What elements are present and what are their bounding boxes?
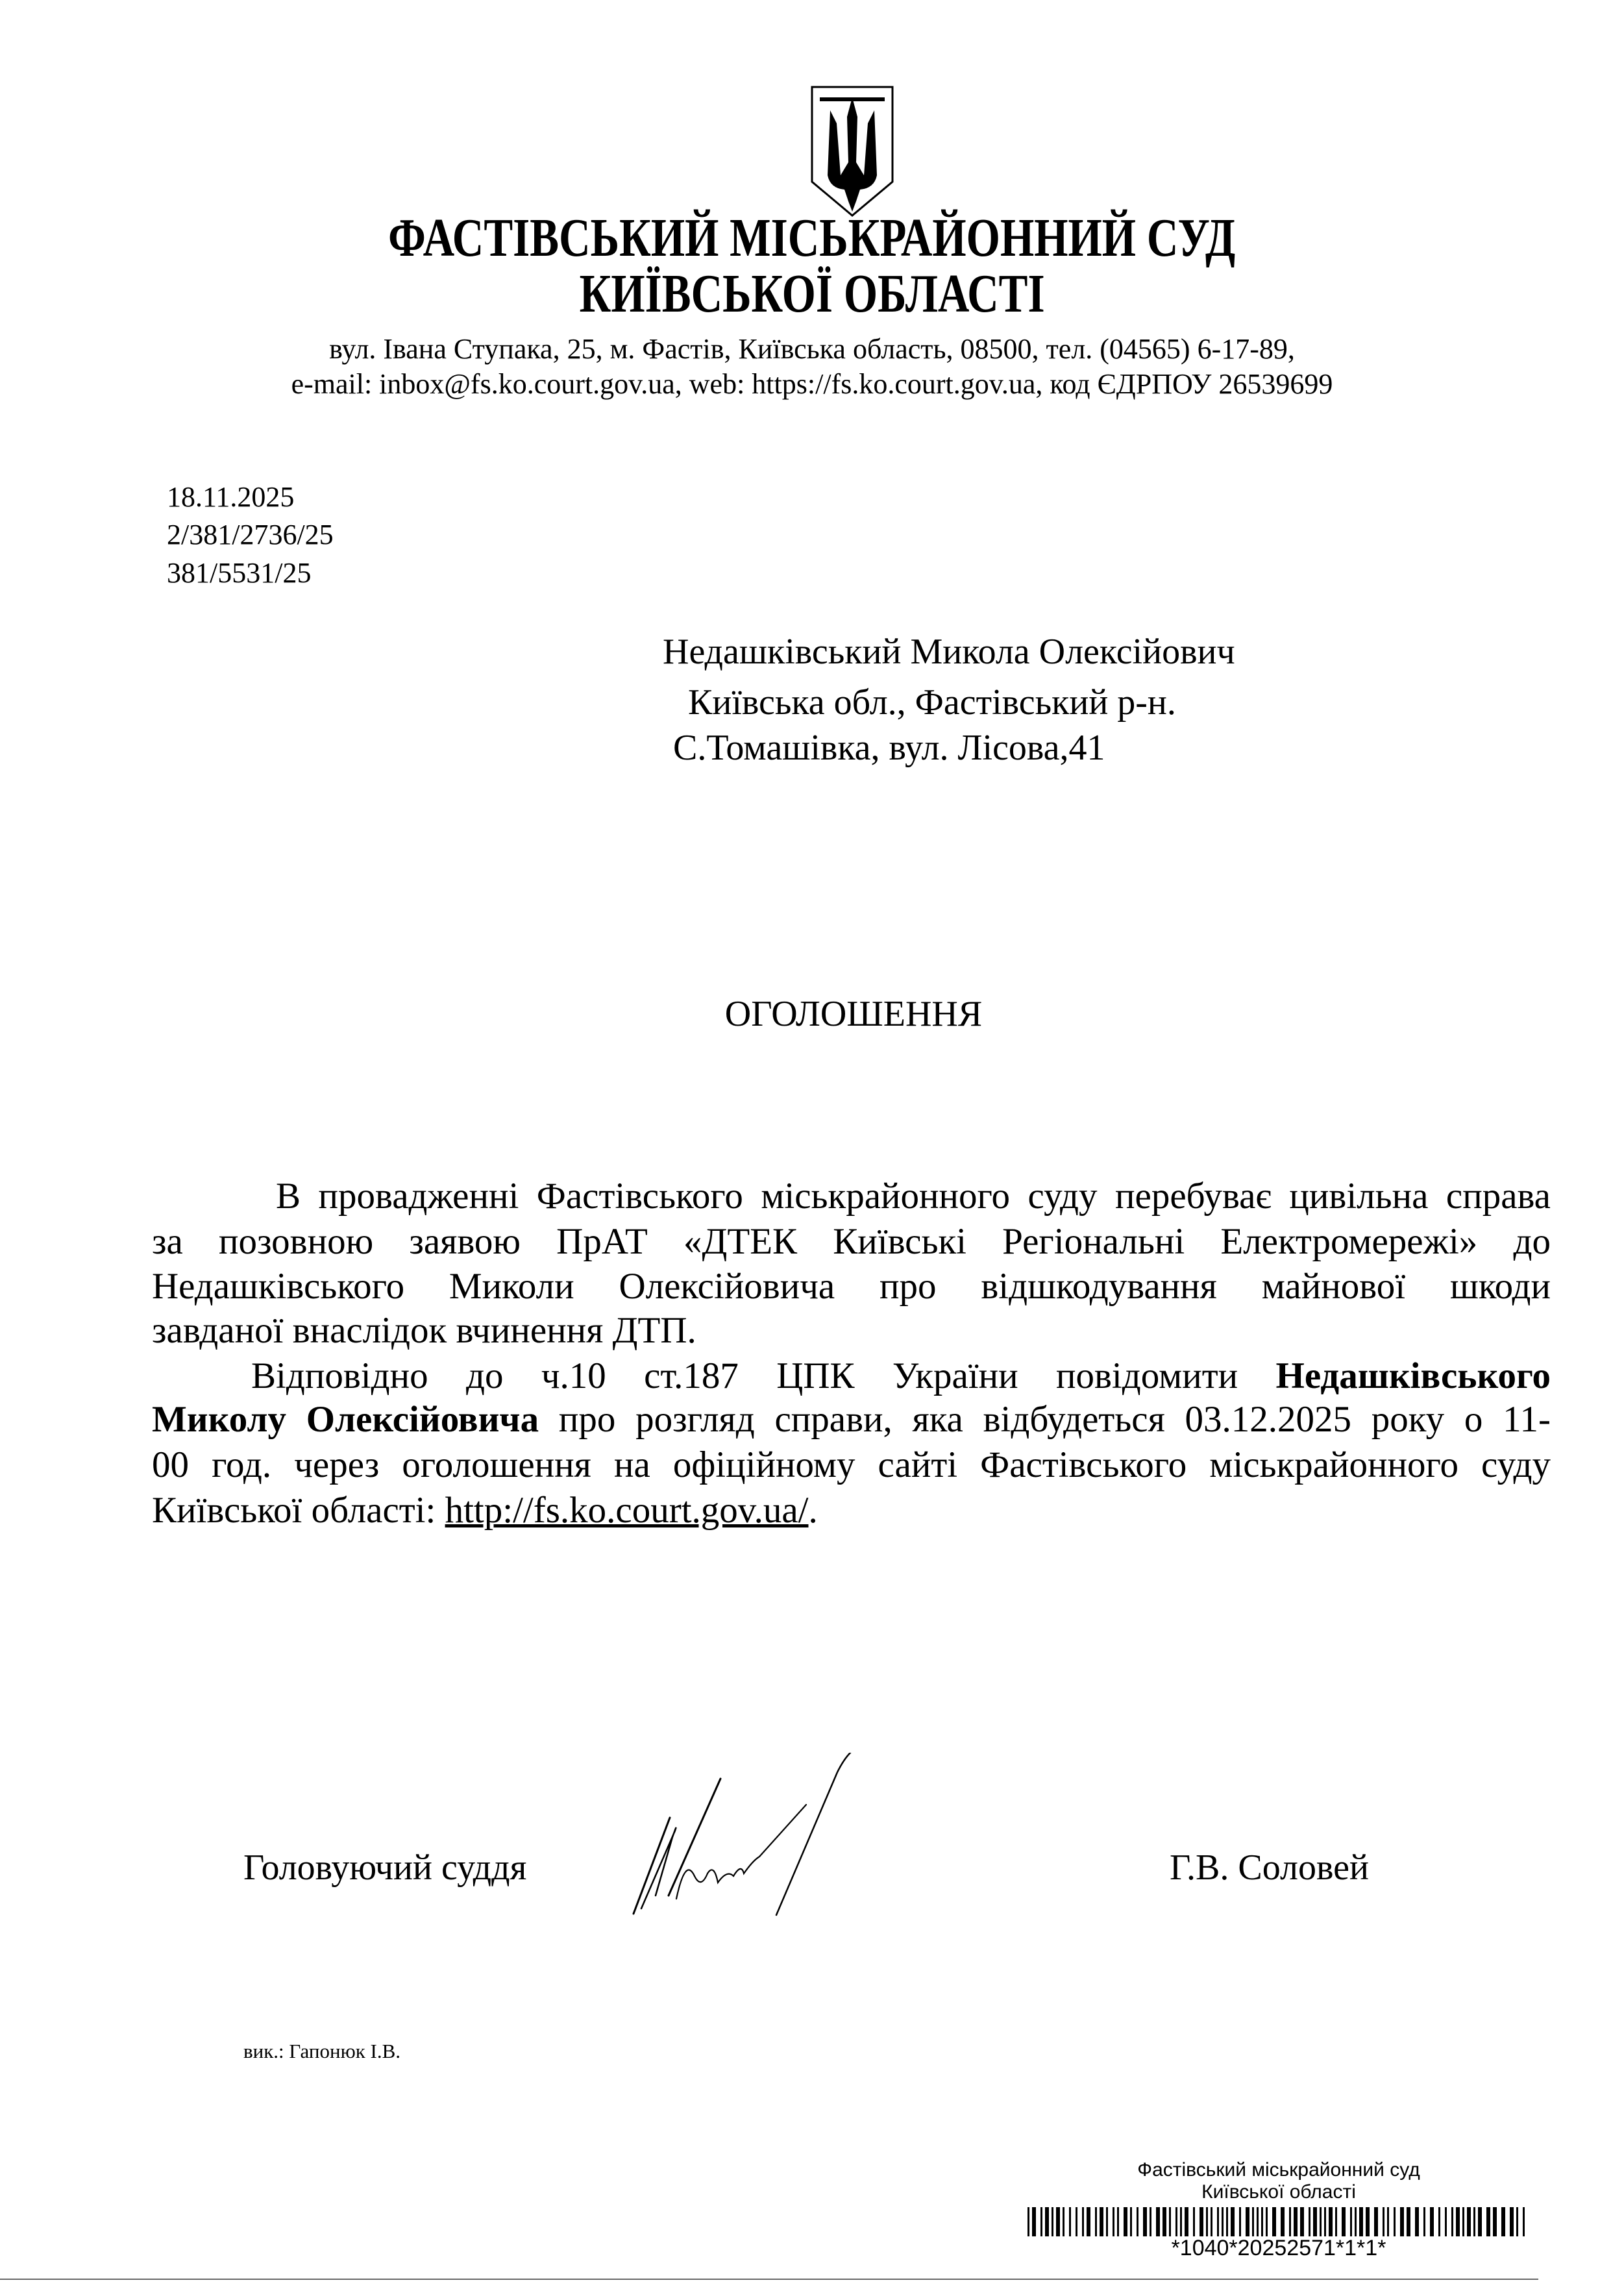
recipient-name: Недашківський Микола Олексійович — [663, 632, 1235, 672]
barcode-bar — [1163, 2207, 1166, 2236]
barcode-bar — [1329, 2207, 1333, 2236]
barcode-bar — [1423, 2207, 1425, 2236]
barcode-bar — [1486, 2207, 1490, 2236]
barcode-bar — [1387, 2207, 1389, 2236]
barcode-bar — [1366, 2207, 1370, 2236]
court-name-line2: КИЇВСЬКОЇ ОБЛАСТІ — [579, 264, 1045, 324]
trident-emblem-icon — [809, 84, 895, 218]
barcode-bar — [1069, 2207, 1071, 2236]
barcode-bar — [1106, 2207, 1108, 2236]
barcode-bar — [1082, 2207, 1084, 2236]
barcode-bar — [1523, 2207, 1525, 2236]
barcode-bar — [1438, 2207, 1440, 2236]
barcode-bar — [1217, 2207, 1219, 2236]
body-text: . — [808, 1490, 818, 1531]
executor: вик.: Гапонюк І.В. — [243, 2040, 401, 2062]
page-edge-line — [0, 2279, 1538, 2280]
body-line: завданої внаслідок вчинення ДТП. — [152, 1310, 696, 1351]
barcode-bar — [1462, 2207, 1464, 2236]
judge-name: Г.В. Соловей — [1170, 1848, 1369, 1888]
barcode-bar — [1300, 2207, 1304, 2236]
barcode-bar — [1063, 2207, 1064, 2236]
barcode-bar — [1501, 2207, 1505, 2236]
body-line: за позовною заявою ПрАТ «ДТЕК Київські Регіональні Електромережі» до — [152, 1221, 1551, 1262]
barcode-bar — [1113, 2207, 1114, 2236]
barcode-bar — [1394, 2207, 1396, 2236]
barcode-bar — [1211, 2207, 1212, 2236]
barcode-bar — [1076, 2207, 1077, 2236]
barcode-bar — [1156, 2207, 1160, 2236]
barcode-bar — [1193, 2207, 1195, 2236]
barcode-bar — [1430, 2207, 1434, 2236]
body-text: Відповідно до ч.10 ст.187 ЦПК України повідомити — [251, 1355, 1276, 1396]
barcode-bar — [1246, 2207, 1249, 2236]
letter-date: 18.11.2025 — [167, 481, 295, 513]
barcode-bar — [1294, 2207, 1298, 2236]
court-website-link[interactable]: http://fs.ko.court.gov.ua/ — [445, 1490, 809, 1531]
handwritten-signature — [630, 1753, 980, 1922]
barcode-bar — [1415, 2207, 1419, 2236]
court-name-line1: ФАСТІВСЬКИЙ МІСЬКРАЙОННИЙ СУД — [388, 208, 1236, 268]
court-address: вул. Івана Ступака, 25, м. Фастів, Київська область, 08500, тел. (04565) 6-17-89, — [329, 333, 1295, 365]
body-line: 00 год. через оголошення на офіційному сайті Фастівського міськрайонного суду — [152, 1444, 1551, 1485]
barcode-bar — [1087, 2207, 1090, 2236]
barcode-bar — [1359, 2207, 1363, 2236]
barcode-bar — [1266, 2207, 1268, 2236]
barcode-label-line2: Київської області — [1201, 2181, 1356, 2203]
body-line — [251, 1355, 1551, 1397]
barcode-bar — [1150, 2207, 1151, 2236]
barcode-bar — [1130, 2207, 1132, 2236]
barcode-bar — [1231, 2207, 1235, 2236]
barcode-bar — [1175, 2207, 1177, 2236]
barcode-bar — [1040, 2207, 1042, 2236]
recipient-region: Київська обл., Фастівський р-н. — [688, 682, 1176, 723]
barcode-bar — [1056, 2207, 1060, 2236]
barcode-bar — [1320, 2207, 1322, 2236]
signatory-role: Головуючий суддя — [243, 1848, 527, 1888]
barcode-bar — [1478, 2207, 1482, 2236]
barcode-bar — [1383, 2207, 1384, 2236]
body-line — [152, 1489, 1551, 1531]
barcode-bar — [1100, 2207, 1103, 2236]
body-line — [152, 1398, 1551, 1440]
barcode-bar — [1137, 2207, 1138, 2236]
barcode-bar — [1052, 2207, 1053, 2236]
barcode-bar — [1516, 2207, 1518, 2236]
barcode-bar — [1324, 2207, 1326, 2236]
barcode-bar — [1095, 2207, 1097, 2236]
defendant-name: Недашківського — [1275, 1355, 1551, 1396]
barcode-label-line1: Фастівський міськрайонний суд — [1137, 2159, 1420, 2181]
defendant-name: Миколу Олексійовича — [152, 1399, 539, 1440]
barcode-bar — [1045, 2207, 1049, 2236]
body-text: про розгляд справи, яка відбудеться 03.12.2025 року о 11- — [539, 1399, 1551, 1440]
barcode-bar — [1456, 2207, 1460, 2236]
barcode-bar — [1200, 2207, 1203, 2236]
barcode-bar — [1510, 2207, 1514, 2236]
barcode-bar — [1272, 2207, 1276, 2236]
barcode-bar — [1239, 2207, 1241, 2236]
barcode-bar — [1180, 2207, 1182, 2236]
barcode-bar — [1226, 2207, 1228, 2236]
barcode-bar — [1117, 2207, 1119, 2236]
body-text: Київської області: — [152, 1490, 445, 1531]
barcode-bar — [1281, 2207, 1285, 2236]
barcode-bar — [1374, 2207, 1378, 2236]
barcode-bar — [1252, 2207, 1254, 2236]
barcode-bar — [1451, 2207, 1453, 2236]
barcode-bar — [1124, 2207, 1127, 2236]
barcode-bar — [1407, 2207, 1410, 2236]
barcode-bar — [1143, 2207, 1147, 2236]
barcode-bar — [1222, 2207, 1224, 2236]
recipient-address: С.Томашівка, вул. Лісова,41 — [673, 728, 1105, 768]
body-line: Недашківського Миколи Олексійовича про відшкодування майнової шкоди — [152, 1266, 1551, 1307]
court-contacts: e-mail: inbox@fs.ko.court.gov.ua, web: https://fs.ko.court.gov.ua, код ЄДРПОУ 26539699 — [291, 368, 1333, 400]
barcode-bar — [1335, 2207, 1337, 2236]
barcode-bar — [1185, 2207, 1188, 2236]
barcode-bar — [1309, 2207, 1310, 2236]
barcode-bar — [1467, 2207, 1471, 2236]
barcode-bar — [1400, 2207, 1404, 2236]
barcode-number: *1040*20252571*1*1* — [1171, 2236, 1386, 2260]
barcode-bar — [1493, 2207, 1497, 2236]
outgoing-number: 381/5531/25 — [167, 557, 312, 589]
body-line: В провадженні Фастівського міськрайонного суду перебуває цивільна справа — [276, 1176, 1551, 1217]
barcode — [1027, 2207, 1527, 2236]
case-number: 2/381/2736/25 — [167, 519, 334, 550]
barcode-bar — [1289, 2207, 1291, 2236]
barcode-bar — [1261, 2207, 1263, 2236]
announcement-heading: ОГОЛОШЕННЯ — [724, 994, 983, 1034]
barcode-bar — [1032, 2207, 1036, 2236]
barcode-bar — [1169, 2207, 1171, 2236]
barcode-bar — [1355, 2207, 1357, 2236]
barcode-bar — [1027, 2207, 1029, 2236]
barcode-bar — [1473, 2207, 1475, 2236]
barcode-bar — [1350, 2207, 1352, 2236]
barcode-bar — [1445, 2207, 1447, 2236]
barcode-bar — [1206, 2207, 1208, 2236]
barcode-bar — [1313, 2207, 1317, 2236]
barcode-bar — [1342, 2207, 1346, 2236]
barcode-bar — [1257, 2207, 1259, 2236]
